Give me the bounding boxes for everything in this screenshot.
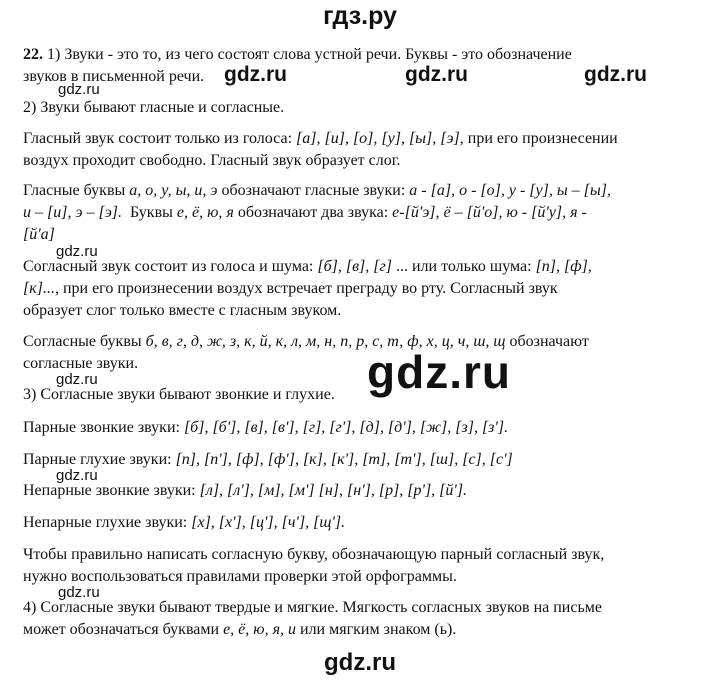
unpaired-voiced-sounds: [л], [л'], [м], [м'] [н], [н'], [р], [р'], [й'].	[199, 482, 468, 499]
voiced-examples: [б], [в], [г]	[317, 258, 392, 275]
vowel-mapping-2: и – [и], э – [э].	[23, 204, 123, 221]
p4-text-2: обозначают гласные звуки:	[217, 182, 410, 199]
p3-text-2: , при его произнесении	[459, 130, 618, 147]
p4-text-4: обозначают два звука:	[233, 204, 393, 221]
paragraph-8	[23, 417, 703, 439]
watermark-8: gdz.ru	[58, 584, 100, 601]
paired-voiceless-sounds: [п], [п'], [ф], [ф'], [к], [к'], [т], [т'], [ш], [с], [с']	[175, 451, 513, 468]
softening-letters: е, ё, ю, я, и	[223, 621, 296, 638]
paragraph-9	[23, 449, 703, 471]
p6-text-2: обозначают	[505, 333, 589, 350]
p4-text-3: Буквы	[122, 204, 177, 221]
p13-text-2: или мягким знаком (ь).	[296, 621, 457, 638]
watermark-5: gdz.ru	[56, 243, 98, 260]
p6-text: Согласные буквы	[23, 333, 146, 350]
unpaired-voiced-label: Непарные звонкие звуки:	[23, 482, 200, 499]
iotated-mapping-end: [й'а]	[23, 226, 55, 243]
paragraph-12	[23, 544, 703, 588]
site-header: гдз.ру	[323, 2, 397, 30]
paired-voiceless-label: Парные глухие звуки:	[23, 451, 176, 468]
vowel-mapping-1: а - [а], о - [о], у - [у], ы – [ы],	[409, 182, 611, 199]
watermark-1: gdz.ru	[224, 63, 287, 86]
p5-line-3: образует слог только вместе с гласным звуком.	[23, 302, 342, 319]
paired-voiced-sounds: [б], [б'], [в], [в'], [г], [г'], [д], [д'], [ж], [з], [з'].	[183, 419, 509, 436]
unpaired-voiceless-label: Непарные глухие звуки:	[23, 514, 192, 531]
p1-line-2: звуков в письменной речи.	[23, 68, 205, 85]
p5-text-3: , при его произнесении воздух встречает преграду во рту. Согласный звук	[54, 280, 558, 297]
p3-line-2: воздух проходит свободно. Гласный звук образует слог.	[23, 152, 401, 169]
iotated-mapping: е-[й'э], ё – [й'о], ю - [й'у], я -	[392, 204, 587, 221]
watermark-4: gdz.ru	[58, 81, 100, 98]
paragraph-11	[23, 512, 703, 534]
noise-examples: [п], [ф],	[535, 258, 592, 275]
paragraph-10	[23, 480, 703, 502]
iotated-letters: е, ё, ю, я	[176, 204, 234, 221]
paragraph-2	[23, 97, 703, 119]
p12-line-1: Чтобы правильно написать согласную букву, обозначающую парный согласный звук,	[23, 546, 605, 563]
p6-line-2: согласные звуки.	[23, 355, 139, 372]
unpaired-voiceless-sounds: [х], [х'], [ц'], [ч'], [щ'].	[191, 514, 346, 531]
p5-text-2: ... или только шума:	[391, 258, 536, 275]
watermark-large: gdz.ru	[367, 346, 511, 398]
paragraph-3	[23, 128, 703, 172]
paragraph-4	[23, 180, 703, 246]
task-number: 22.	[23, 46, 43, 63]
paragraph-6	[23, 331, 703, 375]
p13-text: может обозначаться буквами	[23, 621, 224, 638]
paragraph-5	[23, 256, 703, 322]
paragraph-7	[23, 384, 703, 406]
vowel-letters: а, о, у, ы, и, э	[129, 182, 218, 199]
p1-line-1: 1) Звуки - это то, из чего состоят слова устной речи. Буквы - это обозначение	[47, 46, 572, 63]
paired-voiced-label: Парные звонкие звуки:	[23, 419, 184, 436]
consonant-letters: б, в, г, д, ж, з, к, й, к, л, м, н, п, р, с, т, ф, х, ц, ч, ш, щ	[145, 333, 506, 350]
noise-examples-2: [к]...	[23, 280, 55, 297]
vowel-sounds: [а], [и], [о], [у], [ы], [э]	[296, 130, 460, 147]
watermark-6: gdz.ru	[56, 371, 98, 388]
p7-line: 3) Согласные звуки бывают звонкие и глухие.	[23, 386, 335, 403]
paragraph-13	[23, 597, 703, 641]
p2-line: 2) Звуки бывают гласные и согласные.	[23, 99, 285, 116]
watermark-2: gdz.ru	[405, 63, 468, 86]
p5-text: Согласный звук состоит из голоса и шума:	[23, 258, 318, 275]
p12-line-2: нужно воспользоваться правилами проверки этой орфограммы.	[23, 568, 457, 585]
watermark-7: gdz.ru	[56, 467, 98, 484]
site-footer: gdz.ru	[324, 649, 396, 676]
p13-line-1: 4) Согласные звуки бывают твердые и мягкие. Мягкость согласных звуков на письме	[23, 599, 602, 616]
p4-text: Гласные буквы	[23, 182, 130, 199]
watermark-3: gdz.ru	[584, 63, 647, 86]
p3-text: Гласный звук состоит только из голоса:	[23, 130, 297, 147]
